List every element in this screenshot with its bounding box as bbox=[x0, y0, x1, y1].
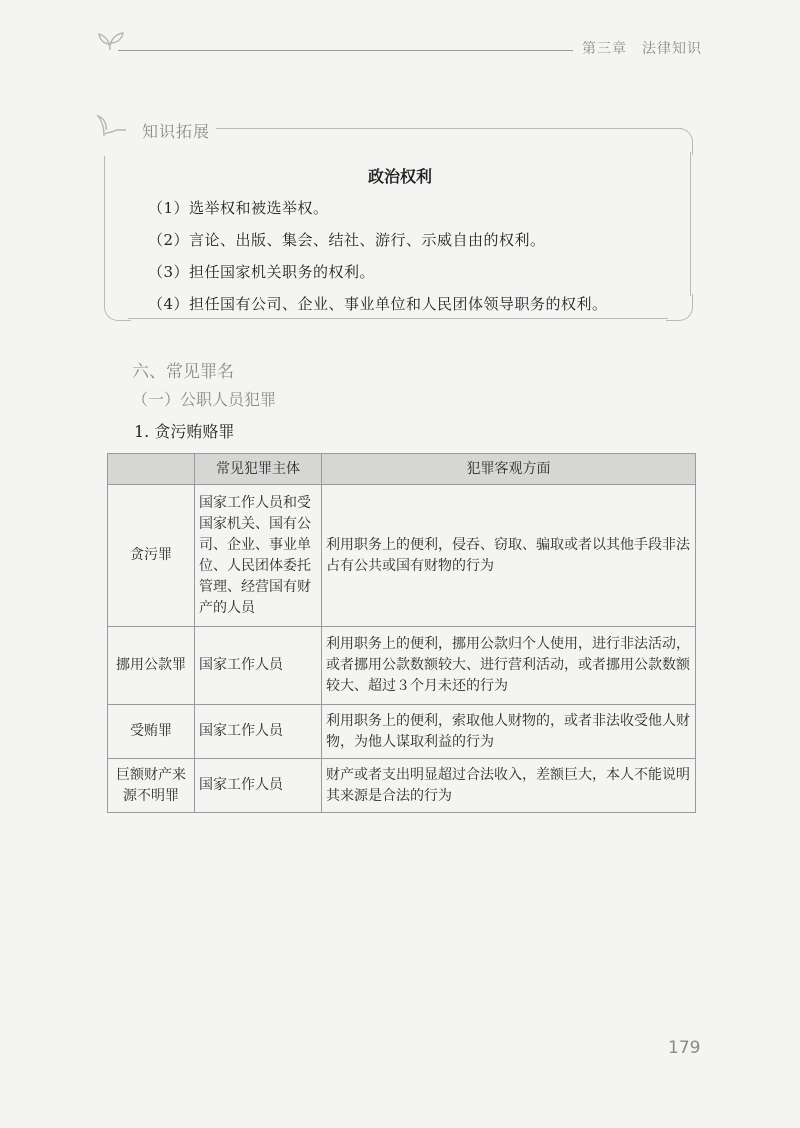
crime-subject: 国家工作人员 bbox=[195, 627, 322, 705]
column-header: 犯罪客观方面 bbox=[322, 454, 696, 485]
list-item: （4）担任国有公司、企业、事业单位和人民团体领导职务的权利。 bbox=[148, 295, 608, 313]
box-corner bbox=[104, 294, 131, 321]
box-border-bottom bbox=[128, 318, 668, 319]
column-header bbox=[108, 454, 195, 485]
list-item: （3）担任国家机关职务的权利。 bbox=[148, 263, 376, 281]
list-item: （1）选举权和被选举权。 bbox=[148, 199, 329, 217]
header-rule bbox=[118, 50, 573, 51]
crime-subject: 国家工作人员 bbox=[195, 759, 322, 813]
table-row bbox=[108, 705, 696, 759]
crime-objective: 利用职务上的便利，索取他人财物的，或者非法收受他人财物，为他人谋取利益的行为 bbox=[322, 705, 696, 759]
crime-name: 受贿罪 bbox=[108, 705, 195, 759]
item-heading: 1. 贪污贿赂罪 bbox=[134, 422, 235, 441]
table-row bbox=[108, 485, 696, 627]
crime-subject: 国家工作人员 bbox=[195, 705, 322, 759]
table-row bbox=[108, 627, 696, 705]
crime-name: 挪用公款罪 bbox=[108, 627, 195, 705]
crime-objective: 利用职务上的便利，侵吞、窃取、骗取或者以其他手段非法占有公共或国有财物的行为 bbox=[322, 485, 696, 627]
page-number: 179 bbox=[668, 1038, 701, 1058]
box-corner bbox=[666, 294, 693, 321]
table-header-row bbox=[108, 454, 696, 485]
leaf-icon bbox=[96, 28, 126, 52]
crime-name: 贪污罪 bbox=[108, 485, 195, 627]
box-border-top bbox=[216, 128, 682, 129]
column-header: 常见犯罪主体 bbox=[195, 454, 322, 485]
knowledge-label: 知识拓展 bbox=[142, 122, 211, 141]
subsection-heading: （一）公职人员犯罪 bbox=[132, 390, 277, 409]
crimes-table bbox=[107, 453, 696, 813]
section-heading: 六、常见罪名 bbox=[132, 362, 234, 382]
leaf-icon bbox=[96, 112, 126, 138]
list-item: （2）言论、出版、集会、结社、游行、示威自由的权利。 bbox=[148, 231, 546, 249]
crime-objective: 利用职务上的便利，挪用公款归个人使用，进行非法活动，或者挪用公款数额较大、进行营利活动，或者挪用公款数额较大、超过３个月未还的行为 bbox=[322, 627, 696, 705]
crime-name: 巨额财产来源不明罪 bbox=[108, 759, 195, 813]
table-row bbox=[108, 759, 696, 813]
box-title: 政治权利 bbox=[367, 167, 432, 186]
chapter-header: 第三章 法律知识 bbox=[582, 41, 702, 57]
box-corner bbox=[666, 128, 693, 155]
crime-subject: 国家工作人员和受国家机关、国有公司、企业、事业单位、人民团体委托管理、经营国有财产的人员 bbox=[195, 485, 322, 627]
crime-objective: 财产或者支出明显超过合法收入，差额巨大，本人不能说明其来源是合法的行为 bbox=[322, 759, 696, 813]
